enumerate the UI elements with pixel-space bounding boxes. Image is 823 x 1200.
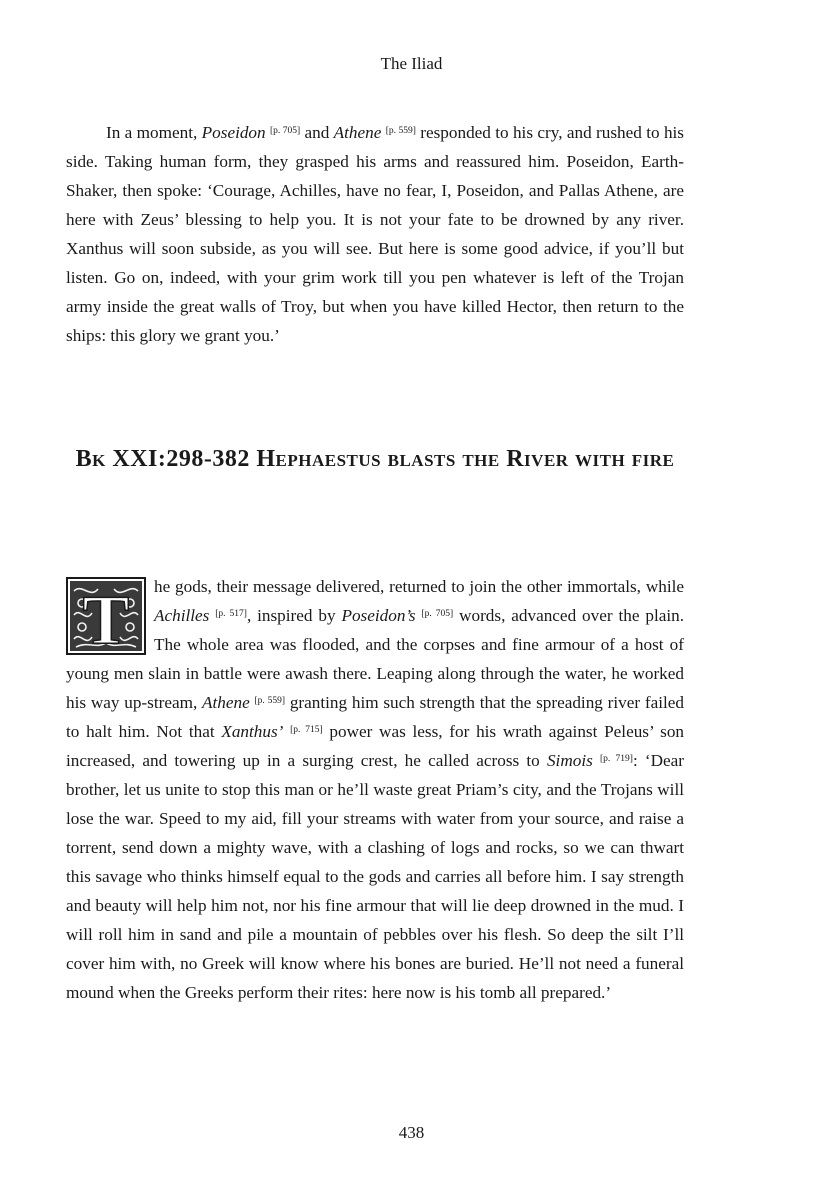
running-head: The Iliad bbox=[380, 54, 443, 73]
name-link-athene[interactable]: Athene bbox=[333, 123, 382, 142]
para1-text-1: In a moment, bbox=[106, 123, 202, 142]
page-ref-achilles[interactable]: [p. 517] bbox=[215, 609, 247, 619]
page-ref-simois[interactable]: [p. 719] bbox=[599, 754, 633, 764]
section-heading: Bk XXI:298-382 Hephaestus blasts the River with fire bbox=[75, 446, 675, 472]
dropcap-t-ornament bbox=[66, 577, 146, 655]
para2-text-3: words, advanced over the plain. The whole area was flooded, and the corpses and fine armour of a host of young men slain in battle were awash there. Leaping along through the water, he worked his way up-stream, bbox=[66, 606, 685, 712]
name-link-xanthus[interactable]: Xanthus’ bbox=[221, 722, 284, 741]
para2-text-6: : ‘Dear brother, let us unite to stop this man or he’ll waste great Priam’s city, and the Trojans will lose the war. Speed to my aid, fill your streams with water from your source, and raise a torrent, send down a mighty wave, with a clashing of logs and rocks, so we can thwart this savage who thinks himself equal to the gods and carries all before him. I say strength and beauty will help him not, nor his fine armour that will lie deep drowned in the mud. I will roll him in sand and pile a mountain of pebbles over his flesh. So deep the silt I’ll cover him with, no Greek will know where his bones are buried. He’ll not need a funeral mound when the Greeks perform their rites: here now is his tomb all prepared.’ bbox=[66, 751, 685, 1002]
page-ref-poseidons[interactable]: [p. 705] bbox=[421, 609, 454, 619]
paragraph-poseidon-athene bbox=[66, 118, 684, 350]
para2-text-4: granting him such strength that the spreading river failed to halt him. Not that bbox=[66, 693, 684, 741]
para1-text-3: responded to his cry, and rushed to his side. Taking human form, they grasped his arms and reassured him. Poseidon, Earth-Shaker, then spoke: ‘Courage, Achilles, have no fear, I, Poseidon, and Pallas Athene, are here with Zeus’ blessing to help you. It is not your fate to be drowned by any river. Xanthus will soon subside, as you will see. But here is some good advice, if you’ll but listen. Go on, indeed, with your grim work till you pen whatever is left of the Trojan army inside the great walls of Troy, but when you have killed Hector, then return to the ships: this glory we grant you.’ bbox=[66, 123, 684, 345]
page-ref-poseidon[interactable]: [p. 705] bbox=[269, 126, 301, 136]
para1-text-2: and bbox=[300, 123, 334, 142]
name-link-simois[interactable]: Simois bbox=[546, 751, 593, 770]
para2-text-1: he gods, their message delivered, returned to join the other immortals, while bbox=[154, 577, 684, 596]
name-link-poseidon[interactable]: Poseidon bbox=[201, 123, 266, 142]
name-link-poseidons[interactable]: Poseidon’s bbox=[341, 606, 416, 625]
name-link-achilles[interactable]: Achilles bbox=[154, 606, 210, 625]
para2-text-2: , inspired by bbox=[246, 606, 342, 625]
page-ref-athene[interactable]: [p. 559] bbox=[385, 126, 416, 136]
paragraph-gods-return bbox=[66, 572, 684, 1007]
name-link-athene-2[interactable]: Athene bbox=[202, 693, 250, 712]
dropcap-letter: T bbox=[82, 582, 130, 655]
para2-text-5: power was less, for his wrath against Peleus’ son increased, and towering up in a surging crest, he called across to bbox=[66, 722, 685, 770]
page-number: 438 bbox=[398, 1123, 425, 1142]
page-ref-xanthus[interactable]: [p. 715] bbox=[290, 725, 323, 735]
page-ref-athene-2[interactable]: [p. 559] bbox=[254, 696, 286, 706]
